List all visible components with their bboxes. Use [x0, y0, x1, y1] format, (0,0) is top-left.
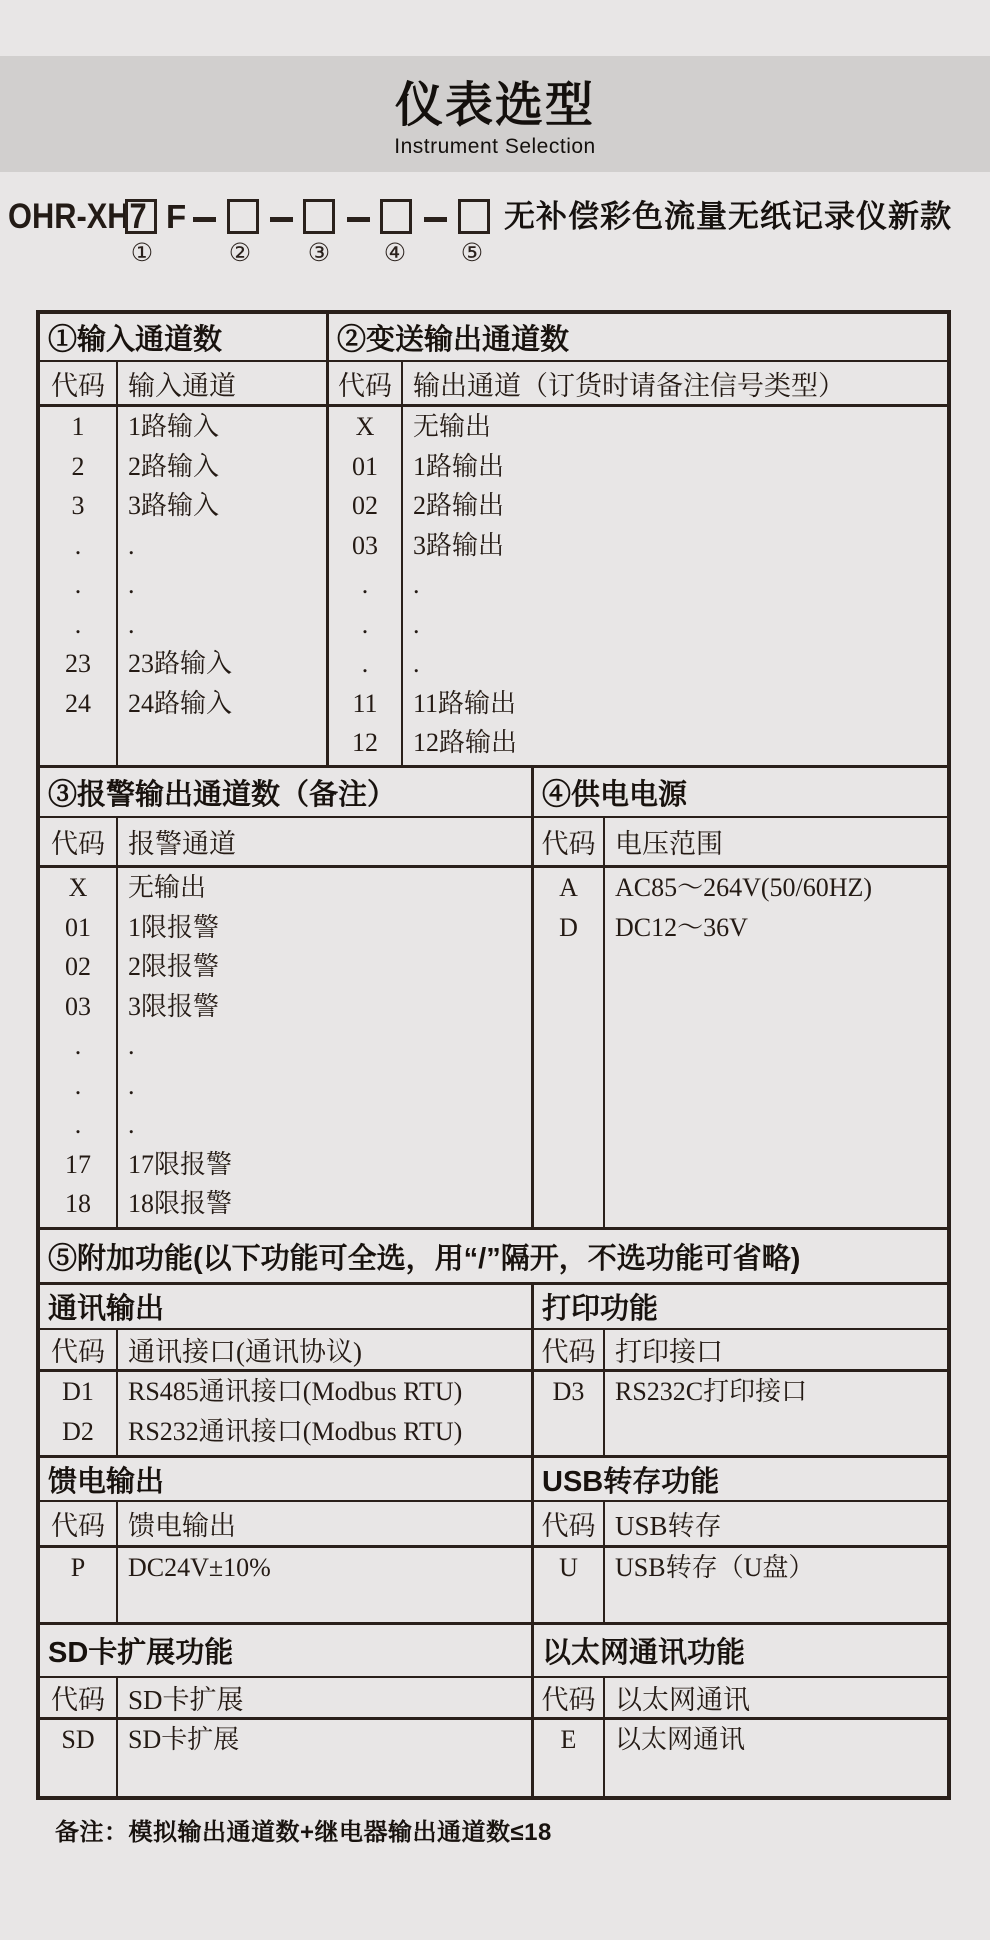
- marker-1: ①: [130, 240, 154, 267]
- model-code-box-4: [380, 199, 412, 234]
- col-header-usb-transfer: USB转存: [615, 1511, 722, 1541]
- cell: .: [413, 649, 420, 678]
- page-subtitle: Instrument Selection: [394, 135, 596, 158]
- model-dash: [270, 217, 293, 222]
- cell: 3限报警: [128, 991, 220, 1021]
- cell: .: [74, 1070, 82, 1100]
- model-description: 无补偿彩色流量无纸记录仪新款: [504, 199, 952, 234]
- feed-code-column: [40, 1548, 118, 1622]
- cell: 1: [71, 412, 85, 441]
- cell: 以太网通讯: [615, 1725, 746, 1754]
- col-header-comm-interface: 通讯接口(通讯协议): [118, 1330, 534, 1369]
- col-header-output-channel: 输出通道（订货时请备注信号类型）: [413, 370, 845, 401]
- input-code-column: [40, 407, 118, 765]
- cell: 02: [352, 491, 378, 520]
- section-feed-usb: [40, 1458, 947, 1625]
- col-header-alarm-channel: 报警通道: [118, 818, 534, 865]
- cell: 3路输入: [128, 491, 220, 520]
- cell: 1路输出: [413, 451, 505, 481]
- cell: 17: [65, 1149, 91, 1179]
- model-dash: [347, 217, 370, 222]
- sd-code-column: [40, 1720, 118, 1796]
- cell: 12: [352, 728, 378, 757]
- section-title-input: ①输入通道数: [40, 314, 329, 360]
- transmit-desc-column: [403, 407, 947, 765]
- comm-code-column: [40, 1372, 118, 1455]
- cell: 23路输入: [128, 649, 233, 678]
- usb-desc-column: [605, 1548, 947, 1622]
- cell: X: [68, 873, 88, 902]
- cell: SD卡扩展: [128, 1725, 240, 1754]
- col-header-print-interface: 打印接口: [615, 1337, 723, 1367]
- col-header-code: 代码: [40, 362, 118, 404]
- selection-table: [36, 310, 951, 1800]
- cell: .: [74, 1110, 82, 1139]
- ethernet-code-column: [534, 1720, 605, 1796]
- cell: .: [128, 1110, 135, 1139]
- cell: X: [355, 412, 375, 441]
- cell: P: [70, 1553, 86, 1582]
- col-header-code: 代码: [40, 818, 118, 865]
- cell: .: [128, 1031, 135, 1060]
- cell: DC12～36V: [615, 912, 748, 942]
- cell: .: [361, 609, 369, 639]
- comm-desc-column: [118, 1372, 534, 1455]
- col-header-code: 代码: [40, 1330, 118, 1369]
- print-code-column: [534, 1372, 605, 1455]
- usb-code-column: [534, 1548, 605, 1622]
- title-band: [0, 56, 990, 172]
- cell: .: [74, 1031, 82, 1060]
- section-title-sd: SD卡扩展功能: [40, 1625, 534, 1676]
- cell: DC24V±10%: [128, 1553, 271, 1582]
- model-code-line: [0, 196, 990, 240]
- cell: 02: [65, 952, 91, 981]
- model-code-box-3: [303, 199, 335, 234]
- cell: RS232C打印接口: [615, 1377, 808, 1406]
- input-desc-column: [118, 407, 329, 765]
- cell: 12路输出: [413, 728, 518, 757]
- cell: 无输出: [413, 412, 492, 441]
- section-title-addon: ⑤附加功能(以下功能可全选，用“/”隔开，不选功能可省略): [48, 1242, 801, 1275]
- section-comm-print: [40, 1285, 947, 1458]
- marker-4: ④: [383, 240, 407, 267]
- section-input-transmit: [40, 314, 947, 768]
- cell: D2: [62, 1417, 94, 1446]
- section-sd-ethernet: [40, 1625, 947, 1796]
- cell: 11路输出: [413, 688, 517, 718]
- cell: D: [559, 912, 578, 942]
- cell: 无输出: [128, 873, 207, 902]
- section-title-transmit: ②变送输出通道数: [337, 323, 570, 356]
- cell: USB转存（U盘）: [615, 1553, 815, 1582]
- marker-3: ③: [307, 240, 331, 267]
- cell: .: [74, 570, 82, 599]
- cell: 2路输出: [413, 491, 505, 520]
- section-title-ethernet: 以太网通讯功能: [542, 1637, 746, 1669]
- print-desc-column: [605, 1372, 947, 1455]
- col-header-code: 代码: [534, 1330, 605, 1369]
- cell: 3路输出: [413, 530, 505, 560]
- col-header-code: 代码: [534, 1678, 605, 1717]
- cell: .: [128, 609, 135, 639]
- cell: .: [74, 609, 82, 639]
- marker-2: ②: [228, 240, 252, 267]
- cell: D3: [552, 1377, 585, 1406]
- cell: 24: [65, 688, 91, 718]
- model-dash: [193, 217, 216, 222]
- model-code-box-2: [227, 199, 259, 234]
- cell: 03: [352, 530, 378, 560]
- model-code-box-5: [458, 199, 490, 234]
- section-title-feed: 馈电输出: [40, 1458, 534, 1500]
- col-header-code: 代码: [40, 1678, 118, 1717]
- col-header-ethernet-comm: 以太网通讯: [615, 1685, 750, 1715]
- cell: 23: [65, 649, 91, 678]
- cell: 24路输入: [128, 688, 233, 718]
- cell: .: [413, 609, 420, 639]
- col-header-code: 代码: [40, 1502, 118, 1545]
- col-header-voltage-range: 电压范围: [615, 829, 723, 859]
- model-fixed-code: F: [166, 198, 187, 235]
- section-title-usb: USB转存功能: [542, 1465, 720, 1498]
- footnote: 备注：模拟输出通道数+继电器输出通道数≤18: [55, 1819, 552, 1846]
- ethernet-desc-column: [605, 1720, 947, 1796]
- cell: 01: [65, 912, 91, 942]
- marker-5: ⑤: [460, 240, 484, 267]
- cell: 2限报警: [128, 952, 220, 981]
- cell: 3: [71, 491, 85, 520]
- cell: RS232通讯接口(Modbus RTU): [128, 1417, 463, 1446]
- section-title-print: 打印功能: [542, 1293, 659, 1325]
- section-alarm-power: [40, 768, 947, 1230]
- sd-desc-column: [118, 1720, 534, 1796]
- cell: 17限报警: [128, 1149, 233, 1179]
- power-code-column: [534, 868, 605, 1227]
- cell: 01: [352, 451, 378, 481]
- cell: AC85～264V(50/60HZ): [615, 873, 873, 902]
- cell: 2: [71, 451, 85, 481]
- section-title-power: ④供电电源: [542, 778, 688, 811]
- section-title-comm: 通讯输出: [40, 1285, 534, 1328]
- model-prefix: OHR-XH7: [8, 197, 147, 236]
- alarm-desc-column: [118, 868, 534, 1227]
- transmit-code-column: [329, 407, 403, 765]
- cell: .: [413, 570, 420, 599]
- cell: 11: [352, 688, 378, 718]
- cell: 1限报警: [128, 912, 220, 942]
- cell: 18限报警: [128, 1189, 233, 1218]
- section-title-alarm: ③报警输出通道数（备注）: [40, 768, 534, 816]
- model-dash: [424, 217, 447, 222]
- cell: .: [128, 1070, 135, 1100]
- cell: SD: [61, 1725, 95, 1754]
- cell: E: [560, 1725, 577, 1754]
- cell: U: [559, 1553, 578, 1582]
- cell: D1: [62, 1377, 94, 1406]
- cell: 18: [65, 1189, 91, 1218]
- cell: .: [128, 570, 135, 599]
- cell: .: [74, 530, 82, 560]
- cell: 03: [65, 991, 91, 1021]
- cell: 1路输入: [128, 412, 220, 441]
- feed-desc-column: [118, 1548, 534, 1622]
- col-header-code: 代码: [534, 818, 605, 865]
- cell: RS485通讯接口(Modbus RTU): [128, 1377, 463, 1406]
- page-title: 仪表选型: [394, 79, 595, 132]
- cell: .: [128, 530, 135, 560]
- col-header-feed-output: 馈电输出: [118, 1502, 534, 1545]
- cell: .: [361, 570, 369, 599]
- section-addon-banner: [40, 1230, 947, 1285]
- cell: .: [361, 649, 369, 678]
- col-header-code: 代码: [329, 362, 403, 404]
- cell: A: [559, 873, 578, 902]
- col-header-code: 代码: [534, 1502, 605, 1545]
- power-desc-column: [605, 868, 947, 1227]
- col-header-input-channel: 输入通道: [118, 362, 329, 404]
- col-header-sd-expand: SD卡扩展: [118, 1678, 534, 1717]
- cell: 2路输入: [128, 451, 220, 481]
- model-code-box-1: [125, 199, 157, 234]
- alarm-code-column: [40, 868, 118, 1227]
